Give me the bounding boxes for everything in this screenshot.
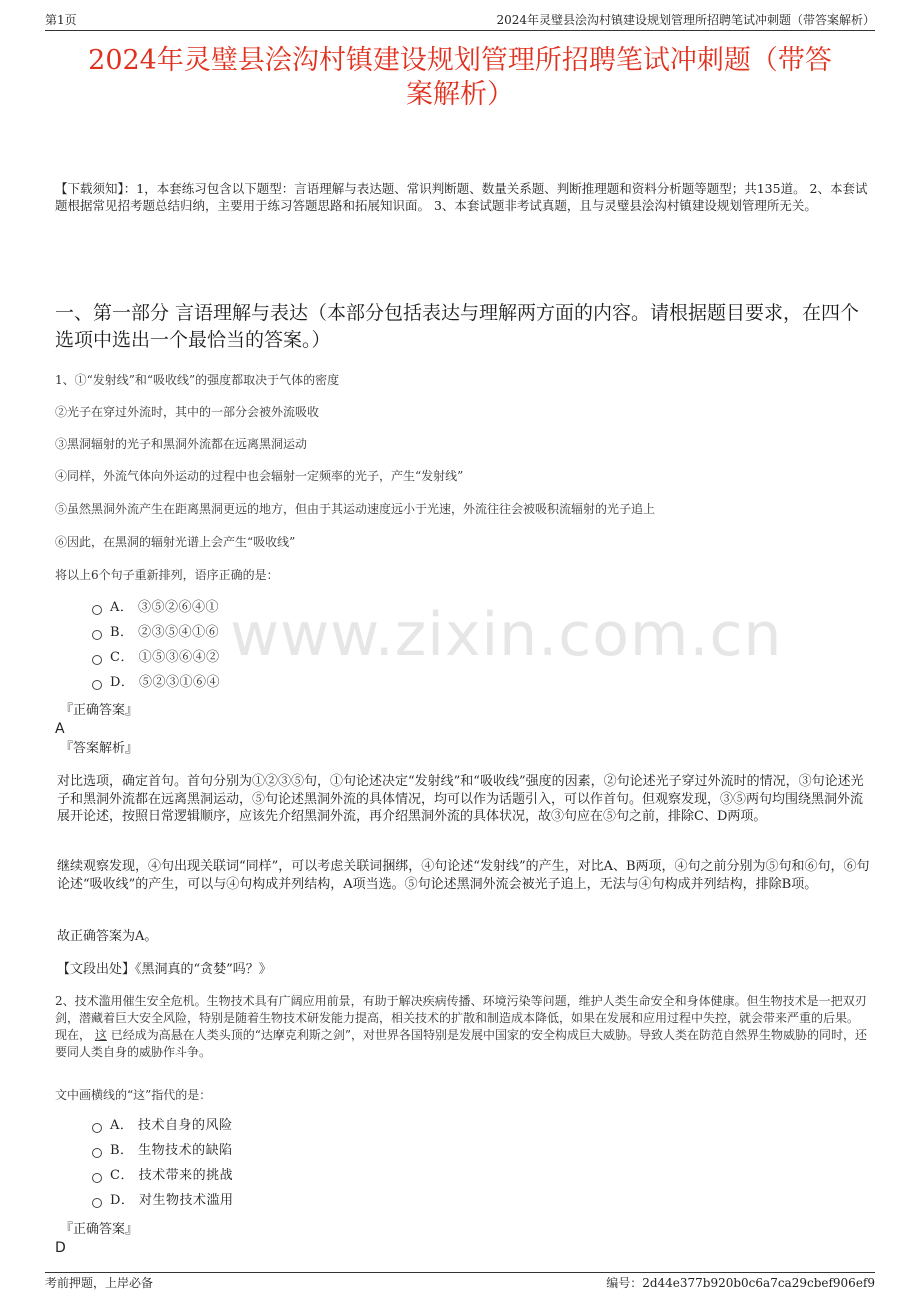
q1-analysis-conclusion: 故正确答案为A。 (57, 929, 158, 944)
q2-option-b[interactable] (92, 1142, 233, 1160)
header-doc-title: 2024年灵璧县浍沟村镇建设规划管理所招聘笔试冲刺题（带答案解析） (496, 13, 875, 27)
q2-option-c-label: C． 技术带来的挑战 (110, 1168, 234, 1183)
page-header (45, 12, 875, 31)
radio-icon[interactable] (92, 1173, 102, 1183)
radio-icon[interactable] (92, 630, 102, 640)
q1-option-c-label: C． ①⑤③⑥④② (110, 650, 220, 665)
q1-sentence-5: ⑤虽然黑洞外流产生在距离黑洞更远的地方，但由于其运动速度远小于光速，外流往往会被吸积流辐射的光子追上 (55, 502, 656, 516)
q1-analysis-paragraph-1: 对比选项，确定首句。首句分别为①②③⑤句，①句论述决定“发射线”和“吸收线”强度的因素，②句论述光子穿过外流时的情况，③句论述光子和黑洞外流都在远离黑洞运动，⑤句论述黑洞外流的具体情况，均可以作为话题引入，可以作首句。但观察发现，③⑤两句均围绕黑洞外流展开论述，按照日常逻辑顺序，应该先介绍黑洞外流，再介绍黑洞外流的具体状况，故③句应在⑤句之前，排除C、D两项。 (57, 774, 864, 824)
q1-sentence-3: ③黑洞辐射的光子和黑洞外流都在远离黑洞运动 (55, 437, 308, 451)
q2-option-d-label: D． 对生物技术滥用 (110, 1193, 234, 1208)
q1-option-b[interactable] (92, 624, 219, 642)
q1-option-a[interactable] (92, 599, 219, 617)
q1-analysis-paragraph-2: 继续观察发现，④句出现关联词“同样”，可以考虑关联词捆绑，④句论述“发射线”的产生，对比A、B两项，④句之前分别为⑤句和⑥句，⑥句论述“吸收线”的产生，可以与④句构成并列结构，A项当选。⑤句论述黑洞外流会被光子追上，无法与④句构成并列结构，排除B项。 (57, 859, 870, 892)
watermark: www.zixin.com.cn (230, 600, 783, 670)
title-line-1: 2024年灵璧县浍沟村镇建设规划管理所招聘笔试冲刺题（带答 (88, 45, 832, 76)
q2-option-a[interactable] (92, 1117, 233, 1135)
q1-sentence-4: ④同样，外流气体向外运动的过程中也会辐射一定频率的光子，产生“发射线” (55, 469, 464, 483)
q2-underlined-word: 这 (94, 1028, 107, 1042)
radio-icon[interactable] (92, 1148, 102, 1158)
q1-sentence-6: ⑥因此，在黑洞的辐射光谱上会产生“吸收线” (55, 535, 296, 549)
q1-option-d[interactable] (92, 674, 220, 692)
q2-answer: D (55, 1240, 66, 1256)
q1-option-a-label: A． ③⑤②⑥④① (110, 600, 220, 615)
q2-option-a-label: A． 技术自身的风险 (110, 1118, 233, 1133)
footer-doc-id: 编号：2d44e377b920b0c6a7ca29cbef906ef9 (606, 1276, 875, 1290)
radio-icon[interactable] (92, 655, 102, 665)
q1-option-b-label: B． ②③⑤④①⑥ (110, 625, 220, 640)
q2-option-b-label: B． 生物技术的缺陷 (110, 1143, 233, 1158)
q1-option-d-label: D． ⑤②③①⑥④ (110, 675, 221, 690)
q2-passage-after: 已经成为高悬在人类头顶的“达摩克利斯之剑”，对世界各国特别是发展中国家的安全构成巨大威胁。导致人类在防范自然界生物威胁的同时，还要同人类自身的威胁作斗争。 (55, 1028, 867, 1059)
page-footer (45, 1272, 875, 1291)
q1-answer-label: 『正确答案』 (60, 703, 139, 718)
q1-sentence-1: 1、①“发射线”和“吸收线”的强度都取决于气体的密度 (55, 373, 340, 387)
q1-source: 【文段出处】《黑洞真的“贪婪”吗？》 (57, 962, 272, 977)
q2-passage (55, 993, 870, 1061)
q1-option-c[interactable] (92, 649, 220, 667)
title-line-2: 案解析） (406, 79, 514, 110)
q1-prompt: 将以上6个句子重新排列，语序正确的是： (55, 568, 279, 582)
radio-icon[interactable] (92, 1123, 102, 1133)
radio-icon[interactable] (92, 1198, 102, 1208)
document-title (40, 44, 880, 112)
q1-sentence-2: ②光子在穿过外流时，其中的一部分会被外流吸收 (55, 405, 320, 419)
q2-option-d[interactable] (92, 1192, 234, 1210)
radio-icon[interactable] (92, 605, 102, 615)
section-heading: 一、第一部分 言语理解与表达（本部分包括表达与理解两方面的内容。请根据题目要求，在四个选项中选出一个最恰当的答案。） (55, 302, 860, 351)
q2-passage-before: 2、技术滥用催生安全危机。生物技术具有广阔应用前景，有助于解决疾病传播、环境污染等问题，维护人类生命安全和身体健康。但生物技术是一把双刃剑，潜藏着巨大安全风险，特别是随着生物技术研发能力提高，相关技术的扩散和制造成本降低，如果在发展和应用过程中失控，就会带来严重的后果。现在， (55, 994, 867, 1042)
page-number: 第1页 (45, 13, 77, 27)
footer-slogan: 考前押题，上岸必备 (45, 1276, 154, 1290)
download-notice: 【下载须知】：1，本套练习包含以下题型：言语理解与表达题、常识判断题、数量关系题、判断推理题和资料分析题等题型；共135道。 2、本套试题根据常见招考题总结归纳，主要用于练习答题思路和拓展知识面。 3、本套试题非考试真题，且与灵璧县浍沟村镇建设规划管理所无关。 (55, 181, 868, 213)
q1-analysis-label: 『答案解析』 (60, 741, 139, 756)
q2-option-c[interactable] (92, 1167, 233, 1185)
q2-answer-label: 『正确答案』 (60, 1222, 139, 1237)
radio-icon[interactable] (92, 680, 102, 690)
q2-prompt: 文中画横线的“这”指代的是： (55, 1088, 212, 1102)
q1-answer: A (55, 721, 65, 737)
